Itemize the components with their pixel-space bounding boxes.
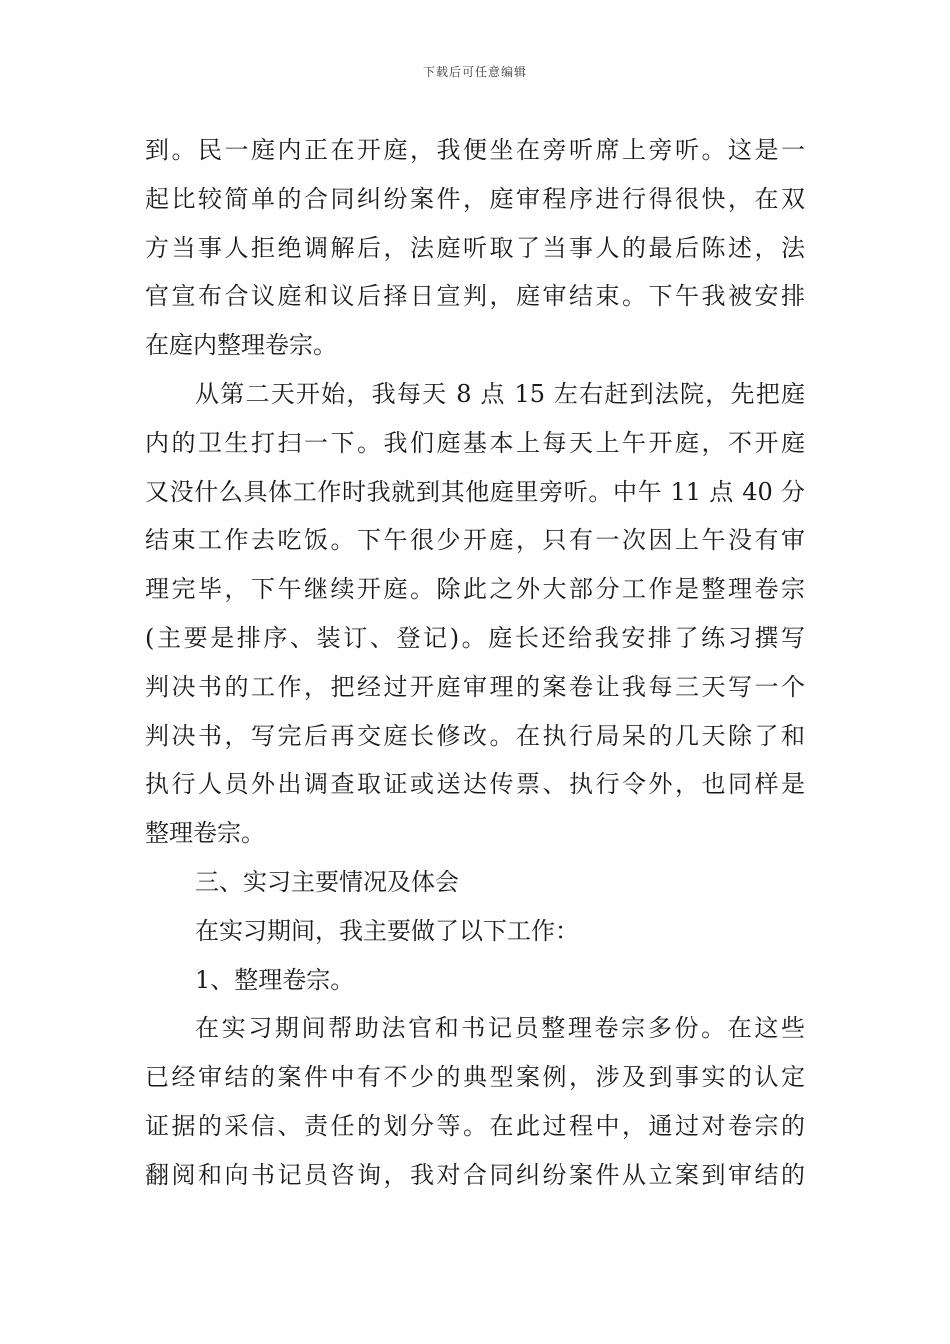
text-line: 到。民一庭内正在开庭，我便坐在旁听席上旁听。这是一 bbox=[145, 136, 805, 164]
paragraph bbox=[145, 956, 805, 1005]
text-line: 执行人员外出调查取证或送达传票、执行令外，也同样是 bbox=[145, 770, 805, 799]
text-line: 翻阅和向书记员咨询，我对合同纠纷案件从立案到审结的 bbox=[145, 1160, 805, 1189]
text-line: 起比较简单的合同纠纷案件，庭审程序进行得很快，在双 bbox=[145, 184, 805, 213]
paragraph bbox=[145, 858, 805, 907]
text-line: 判决书的工作，把经过开庭审理的案卷让我每三天写一个 bbox=[145, 672, 805, 701]
text-line: 在庭内整理卷宗。 bbox=[145, 331, 337, 360]
text-line: 内的卫生打扫一下。我们庭基本上每天上午开庭，不开庭 bbox=[145, 428, 805, 457]
text-line: 方当事人拒绝调解后，法庭听取了当事人的最后陈述，法 bbox=[145, 233, 805, 262]
text-line: 理完毕，下午继续开庭。除此之外大部分工作是整理卷宗 bbox=[145, 575, 805, 604]
text-line: 1、整理卷宗。 bbox=[195, 965, 355, 994]
text-line: (主要是排序、装订、登记)。庭长还给我安排了练习撰写 bbox=[145, 623, 805, 652]
text-line: 证据的采信、责任的划分等。在此过程中，通过对卷宗的 bbox=[145, 1111, 805, 1140]
text-line: 三、实习主要情况及体会 bbox=[195, 867, 459, 896]
paragraph bbox=[145, 370, 805, 858]
text-line: 整理卷宗。 bbox=[145, 819, 265, 848]
document-body bbox=[145, 126, 805, 1200]
text-line: 在实习期间，我主要做了以下工作： bbox=[195, 916, 579, 945]
paragraph bbox=[145, 126, 805, 370]
text-line: 又没什么具体工作时我就到其他庭里旁听。中午 11 点 40 分 bbox=[145, 477, 805, 506]
paragraph bbox=[145, 907, 805, 956]
text-line: 判决书，写完后再交庭长修改。在执行局呆的几天除了和 bbox=[145, 721, 805, 750]
text-line: 官宣布合议庭和议后择日宣判，庭审结束。下午我被安排 bbox=[145, 282, 805, 311]
text-line: 从第二天开始，我每天 8 点 15 左右赶到法院，先把庭 bbox=[195, 379, 805, 408]
text-line: 已经审结的案件中有不少的典型案例，涉及到事实的认定 bbox=[145, 1063, 805, 1092]
text-line: 在实习期间帮助法官和书记员整理卷宗多份。在这些 bbox=[195, 1014, 805, 1043]
page-header: 下载后可任意编辑 bbox=[422, 65, 527, 79]
text-line: 结束工作去吃饭。下午很少开庭，只有一次因上午没有审 bbox=[145, 526, 805, 555]
paragraph bbox=[145, 1004, 805, 1199]
